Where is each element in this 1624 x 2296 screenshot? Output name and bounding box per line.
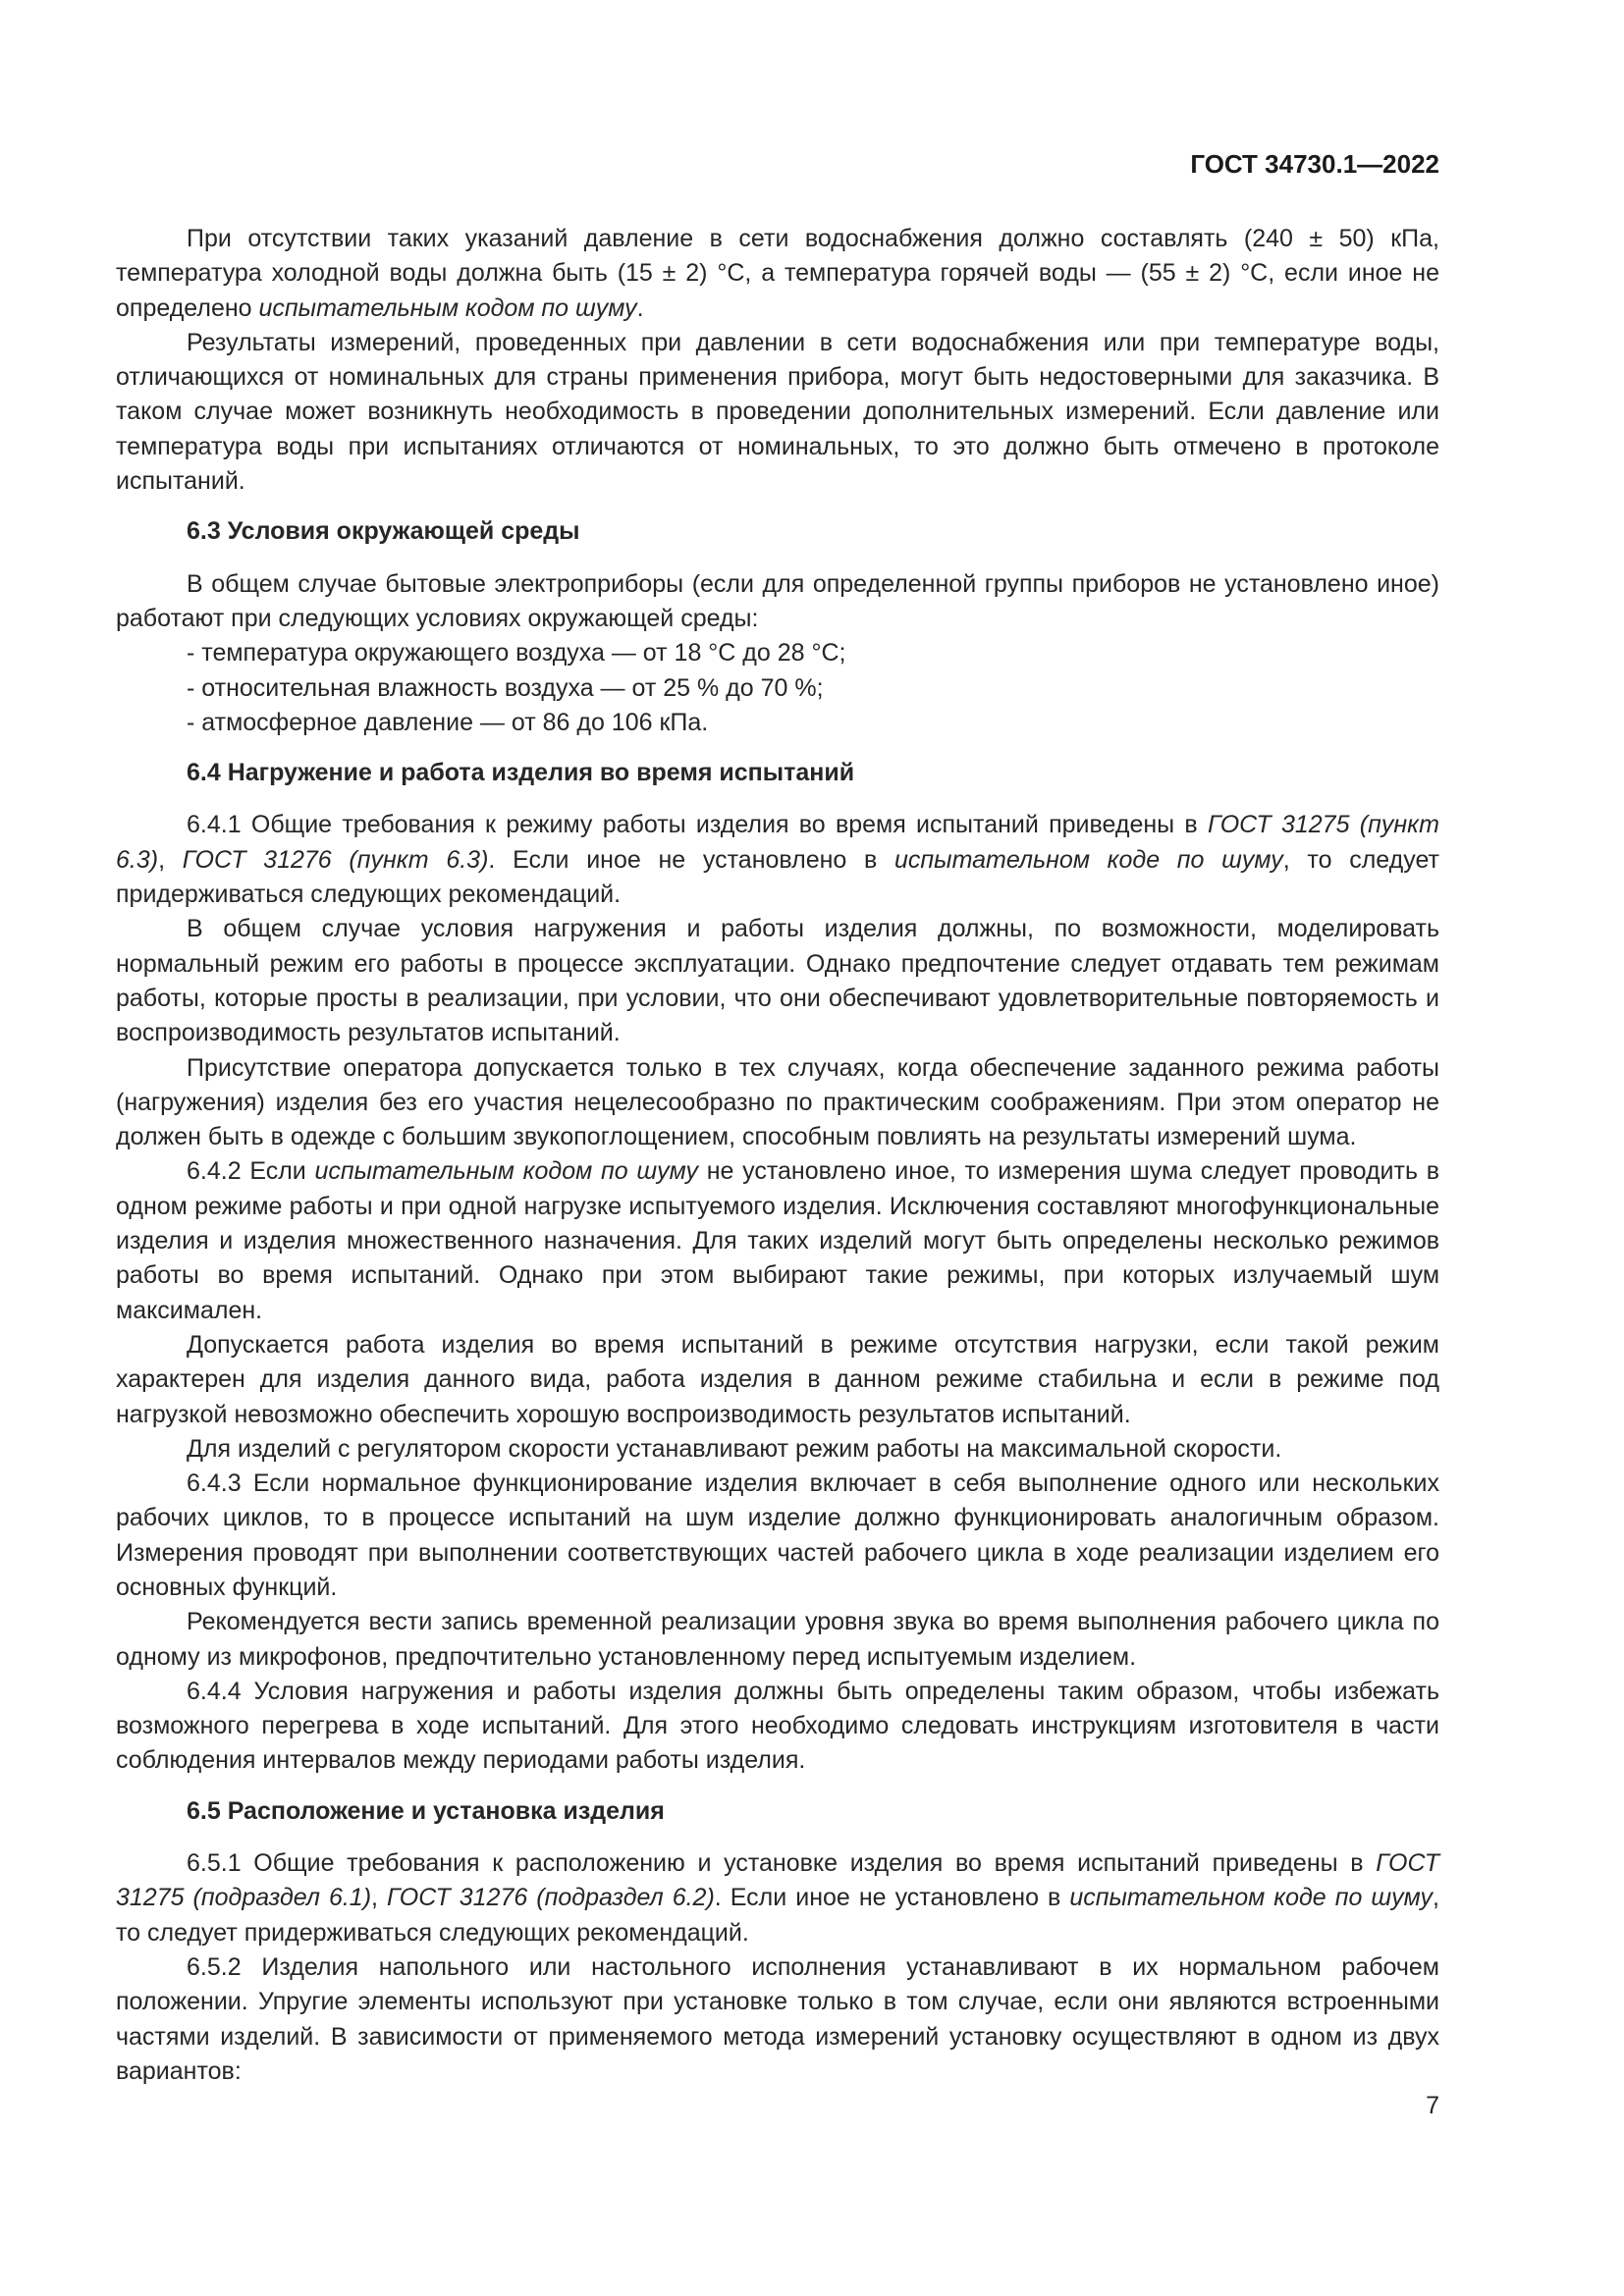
paragraph: В общем случае бытовые электроприборы (если для определенной группы приборов не установлено иное) работают при следующих условиях окружающей среды: [116,569,1439,632]
paragraph: Результаты измерений, проведенных при давлении в сети водоснабжения или при температуре воды, отличающихся от номинальных для страны применения прибора, могут быть недостоверными для заказчика. В таком случае может возникнуть необходимость в проведении дополнительных измерений. Если давление или температура воды при испытаниях отличаются от номинальных, то это должно быть отмечено в протоколе испытаний. [116,328,1439,496]
section-heading: 6.5 Расположение и установка изделия [187,1796,665,1825]
paragraph: 6.5.2 Изделия напольного или настольного исполнения устанавливают в их нормальном рабочем положении. Упругие элементы используют при установке только в том случае, если они являются встроенными частями изделий. В зависимости от применяемого метода измерений установку осуществляют в одном из двух вариантов: [116,1952,1439,2085]
paragraph: Рекомендуется вести запись временной реализации уровня звука во время выполнения рабочего цикла по одному из микрофонов, предпочтительно установленному перед испытуемым изделием. [116,1608,1439,1671]
paragraph: 6.4.3 Если нормальное функционирование изделия включает в себя выполнение одного или нескольких рабочих циклов, то в процессе испытаний на шум изделие должно функционировать аналогичным образом. Измерения проводят при выполнении соответствующих частей рабочего цикла в ходе реализации изделием его основных функций. [116,1469,1439,1601]
list-item: - атмосферное давление — от 86 до 106 кПа. [187,708,709,736]
paragraph: Присутствие оператора допускается только в тех случаях, когда обеспечение заданного режима работы (нагружения) изделия без его участия нецелесообразно по практическим соображениям. При этом оператор не должен быть в одежде с большим звукопоглощением, способным повлиять на результаты измерений шума. [116,1053,1439,1151]
paragraph: 6.4.4 Условия нагружения и работы изделия должны быть определены таким образом, чтобы избежать возможного перегрева в ходе испытаний. Для этого необходимо следовать инструкциям изготовителя в части соблюдения интервалов между периодами работы изделия. [116,1677,1439,1775]
paragraph: Допускается работа изделия во время испытаний в режиме отсутствия нагрузки, если такой режим характерен для изделия данного вида, работа изделия в данном режиме стабильна и если в режиме под нагрузкой невозможно обеспечить хорошую воспроизводимость результатов испытаний. [116,1330,1439,1428]
paragraph: 6.5.1 Общие требования к расположению и установке изделия во время испытаний приведены в ГОСТ 31275 (подраздел 6.1), ГОСТ 31276 (подраздел 6.2). Если иное не установлено в испытательном коде по шуму, то следует придерживаться следующих рекомендаций. [116,1849,1439,1947]
document-id-header: ГОСТ 34730.1—2022 [1190,149,1439,179]
paragraph: Для изделий с регулятором скорости устанавливают режим работы на максимальной скорости. [187,1434,1282,1463]
paragraph: 6.4.1 Общие требования к режиму работы изделия во время испытаний приведены в ГОСТ 31275 (пункт 6.3), ГОСТ 31276 (пункт 6.3). Если иное не установлено в испытательном коде по шуму, то следует придерживаться следующих рекомендаций. [116,811,1439,909]
paragraph: В общем случае условия нагружения и работы изделия должны, по возможности, моделировать нормальный режим его работы в процессе эксплуатации. Однако предпочтение следует отдавать тем режимам работы, которые просты в реализации, при условии, что они обеспечивают удовлетворительные повторяемость и воспроизводимость результатов испытаний. [116,915,1439,1047]
list-item: - относительная влажность воздуха — от 25 % до 70 %; [187,673,824,702]
paragraph: 6.4.2 Если испытательным кодом по шуму не установлено иное, то измерения шума следует проводить в одном режиме работы и при одной нагрузке испытуемого изделия. Исключения составляют многофункциональные изделия и изделия множественного назначения. Для таких изделий могут быть определены несколько режимов работы во время испытаний. Однако при этом выбирают такие режимы, при которых излучаемый шум максимален. [116,1157,1439,1324]
paragraph: При отсутствии таких указаний давление в сети водоснабжения должно составлять (240 ± 50) кПа, температура холодной воды должна быть (15 ± 2) °С, а температура горячей воды — (55 ± 2) °С, если иное не определено испытательным кодом по шуму. [116,225,1439,322]
page-number: 7 [1426,2092,1439,2119]
list-item: - температура окружающего воздуха — от 18 °С до 28 °С; [187,639,846,667]
page-content [116,222,1439,2089]
section-heading: 6.3 Условия окружающей среды [187,517,580,546]
section-heading: 6.4 Нагружение и работа изделия во время испытаний [187,759,855,787]
